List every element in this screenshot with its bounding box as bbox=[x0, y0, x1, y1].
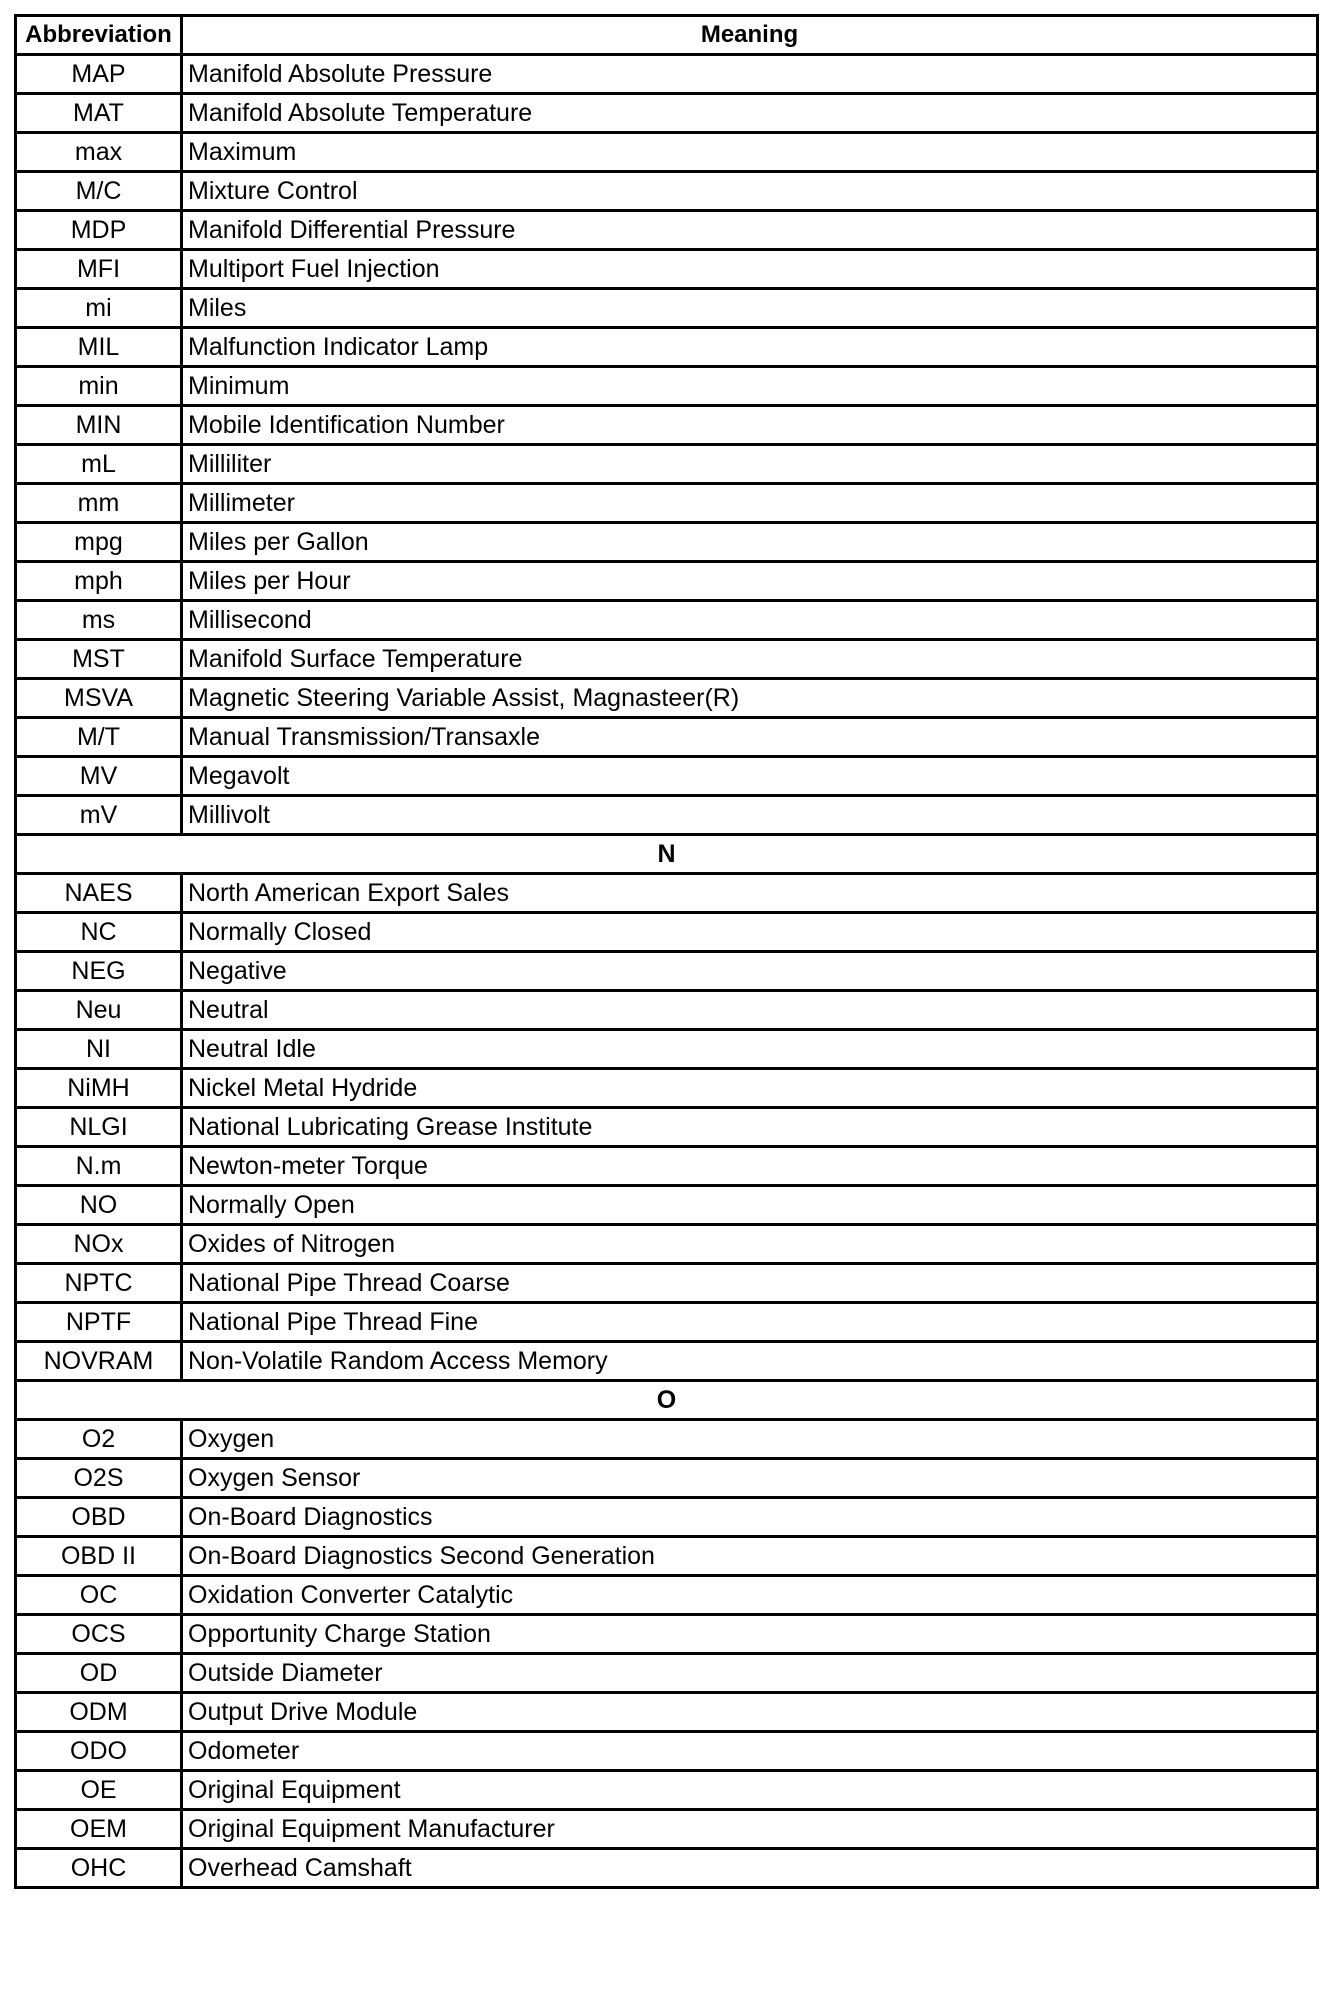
table-row bbox=[16, 1303, 1318, 1342]
abbreviation-cell: OEM bbox=[16, 1810, 182, 1849]
meaning-cell: Manifold Absolute Temperature bbox=[182, 94, 1318, 133]
meaning-cell: Oxygen Sensor bbox=[182, 1459, 1318, 1498]
abbreviation-cell: MST bbox=[16, 640, 182, 679]
abbreviation-cell: NLGI bbox=[16, 1108, 182, 1147]
meaning-cell: National Lubricating Grease Institute bbox=[182, 1108, 1318, 1147]
abbreviation-cell: NAES bbox=[16, 874, 182, 913]
table-row bbox=[16, 874, 1318, 913]
abbreviation-cell: MDP bbox=[16, 211, 182, 250]
section-letter: N bbox=[16, 835, 1318, 874]
meaning-cell: Odometer bbox=[182, 1732, 1318, 1771]
table-row bbox=[16, 55, 1318, 94]
table-row bbox=[16, 562, 1318, 601]
meaning-cell: Output Drive Module bbox=[182, 1693, 1318, 1732]
abbreviation-cell: MAP bbox=[16, 55, 182, 94]
table-row bbox=[16, 250, 1318, 289]
table-row bbox=[16, 1108, 1318, 1147]
table-row bbox=[16, 1810, 1318, 1849]
meaning-cell: National Pipe Thread Coarse bbox=[182, 1264, 1318, 1303]
table-row bbox=[16, 1615, 1318, 1654]
abbreviation-cell: OBD bbox=[16, 1498, 182, 1537]
abbreviation-cell: O2S bbox=[16, 1459, 182, 1498]
meaning-cell: Normally Closed bbox=[182, 913, 1318, 952]
table-row bbox=[16, 718, 1318, 757]
table-row bbox=[16, 406, 1318, 445]
table-row bbox=[16, 913, 1318, 952]
section-letter: O bbox=[16, 1381, 1318, 1420]
meaning-cell: Non-Volatile Random Access Memory bbox=[182, 1342, 1318, 1381]
meaning-cell: Neutral bbox=[182, 991, 1318, 1030]
table-row bbox=[16, 1771, 1318, 1810]
meaning-cell: Minimum bbox=[182, 367, 1318, 406]
table-row bbox=[16, 1342, 1318, 1381]
table-row bbox=[16, 1732, 1318, 1771]
abbreviation-cell: M/T bbox=[16, 718, 182, 757]
meaning-column-header: Meaning bbox=[182, 16, 1318, 55]
meaning-cell: Mobile Identification Number bbox=[182, 406, 1318, 445]
meaning-cell: Mixture Control bbox=[182, 172, 1318, 211]
table-row bbox=[16, 1225, 1318, 1264]
meaning-cell: Millimeter bbox=[182, 484, 1318, 523]
abbreviation-cell: mL bbox=[16, 445, 182, 484]
meaning-cell: On-Board Diagnostics bbox=[182, 1498, 1318, 1537]
meaning-cell: Miles per Hour bbox=[182, 562, 1318, 601]
table-row bbox=[16, 367, 1318, 406]
meaning-cell: Maximum bbox=[182, 133, 1318, 172]
meaning-cell: Oxygen bbox=[182, 1420, 1318, 1459]
table-row bbox=[16, 1576, 1318, 1615]
abbreviation-cell: mi bbox=[16, 289, 182, 328]
meaning-cell: Millivolt bbox=[182, 796, 1318, 835]
abbreviation-cell: max bbox=[16, 133, 182, 172]
table-row bbox=[16, 1264, 1318, 1303]
meaning-cell: Newton-meter Torque bbox=[182, 1147, 1318, 1186]
table-row bbox=[16, 289, 1318, 328]
abbreviation-cell: O2 bbox=[16, 1420, 182, 1459]
abbreviation-column-header: Abbreviation bbox=[16, 16, 182, 55]
table-row bbox=[16, 1069, 1318, 1108]
meaning-cell: Opportunity Charge Station bbox=[182, 1615, 1318, 1654]
table-row bbox=[16, 1420, 1318, 1459]
abbreviation-cell: MAT bbox=[16, 94, 182, 133]
abbreviation-cell: NPTC bbox=[16, 1264, 182, 1303]
table-row bbox=[16, 601, 1318, 640]
meaning-cell: Magnetic Steering Variable Assist, Magnasteer(R) bbox=[182, 679, 1318, 718]
meaning-cell: Manifold Surface Temperature bbox=[182, 640, 1318, 679]
abbreviation-cell: OHC bbox=[16, 1849, 182, 1888]
table-row bbox=[16, 133, 1318, 172]
abbreviation-cell: MV bbox=[16, 757, 182, 796]
table-body bbox=[16, 55, 1318, 1888]
section-header-row bbox=[16, 835, 1318, 874]
table-row bbox=[16, 1147, 1318, 1186]
abbreviation-cell: NPTF bbox=[16, 1303, 182, 1342]
abbreviation-cell: OC bbox=[16, 1576, 182, 1615]
table-row bbox=[16, 679, 1318, 718]
table-row bbox=[16, 1498, 1318, 1537]
table-row bbox=[16, 796, 1318, 835]
table-row bbox=[16, 172, 1318, 211]
meaning-cell: Nickel Metal Hydride bbox=[182, 1069, 1318, 1108]
meaning-cell: Oxides of Nitrogen bbox=[182, 1225, 1318, 1264]
table-row bbox=[16, 1537, 1318, 1576]
meaning-cell: Negative bbox=[182, 952, 1318, 991]
table-row bbox=[16, 1849, 1318, 1888]
meaning-cell: Outside Diameter bbox=[182, 1654, 1318, 1693]
meaning-cell: Megavolt bbox=[182, 757, 1318, 796]
meaning-cell: Overhead Camshaft bbox=[182, 1849, 1318, 1888]
table-row bbox=[16, 445, 1318, 484]
meaning-cell: Multiport Fuel Injection bbox=[182, 250, 1318, 289]
abbreviation-cell: min bbox=[16, 367, 182, 406]
meaning-cell: Neutral Idle bbox=[182, 1030, 1318, 1069]
meaning-cell: Original Equipment Manufacturer bbox=[182, 1810, 1318, 1849]
meaning-cell: North American Export Sales bbox=[182, 874, 1318, 913]
abbreviation-cell: mV bbox=[16, 796, 182, 835]
table-row bbox=[16, 1030, 1318, 1069]
abbreviation-cell: mph bbox=[16, 562, 182, 601]
abbreviation-cell: M/C bbox=[16, 172, 182, 211]
abbreviation-cell: ODO bbox=[16, 1732, 182, 1771]
meaning-cell: National Pipe Thread Fine bbox=[182, 1303, 1318, 1342]
abbreviation-table bbox=[14, 14, 1319, 1889]
meaning-cell: Oxidation Converter Catalytic bbox=[182, 1576, 1318, 1615]
meaning-cell: Original Equipment bbox=[182, 1771, 1318, 1810]
abbreviation-cell: MFI bbox=[16, 250, 182, 289]
meaning-cell: Milliliter bbox=[182, 445, 1318, 484]
table-row bbox=[16, 211, 1318, 250]
abbreviation-cell: MIL bbox=[16, 328, 182, 367]
abbreviation-cell: OBD II bbox=[16, 1537, 182, 1576]
section-header-row bbox=[16, 1381, 1318, 1420]
abbreviation-cell: mm bbox=[16, 484, 182, 523]
abbreviation-cell: N.m bbox=[16, 1147, 182, 1186]
meaning-cell: Miles per Gallon bbox=[182, 523, 1318, 562]
table-row bbox=[16, 1186, 1318, 1225]
table-row bbox=[16, 952, 1318, 991]
meaning-cell: Manual Transmission/Transaxle bbox=[182, 718, 1318, 757]
table-row bbox=[16, 991, 1318, 1030]
abbreviation-cell: NI bbox=[16, 1030, 182, 1069]
abbreviation-cell: ms bbox=[16, 601, 182, 640]
meaning-cell: Manifold Differential Pressure bbox=[182, 211, 1318, 250]
table-header-row bbox=[16, 16, 1318, 55]
abbreviation-cell: OD bbox=[16, 1654, 182, 1693]
meaning-cell: Normally Open bbox=[182, 1186, 1318, 1225]
abbreviation-cell: NOVRAM bbox=[16, 1342, 182, 1381]
table-row bbox=[16, 1654, 1318, 1693]
meaning-cell: Malfunction Indicator Lamp bbox=[182, 328, 1318, 367]
meaning-cell: Manifold Absolute Pressure bbox=[182, 55, 1318, 94]
table-row bbox=[16, 757, 1318, 796]
meaning-cell: Millisecond bbox=[182, 601, 1318, 640]
abbreviation-cell: NOx bbox=[16, 1225, 182, 1264]
table-row bbox=[16, 640, 1318, 679]
table-row bbox=[16, 523, 1318, 562]
abbreviation-cell: NEG bbox=[16, 952, 182, 991]
abbreviation-cell: NC bbox=[16, 913, 182, 952]
table-row bbox=[16, 328, 1318, 367]
abbreviation-cell: NO bbox=[16, 1186, 182, 1225]
abbreviation-cell: Neu bbox=[16, 991, 182, 1030]
abbreviation-cell: MIN bbox=[16, 406, 182, 445]
meaning-cell: On-Board Diagnostics Second Generation bbox=[182, 1537, 1318, 1576]
table-row bbox=[16, 1693, 1318, 1732]
abbreviation-cell: MSVA bbox=[16, 679, 182, 718]
abbreviation-cell: NiMH bbox=[16, 1069, 182, 1108]
table-row bbox=[16, 1459, 1318, 1498]
meaning-cell: Miles bbox=[182, 289, 1318, 328]
abbreviation-cell: OCS bbox=[16, 1615, 182, 1654]
abbreviation-cell: OE bbox=[16, 1771, 182, 1810]
abbreviation-cell: mpg bbox=[16, 523, 182, 562]
abbreviation-cell: ODM bbox=[16, 1693, 182, 1732]
table-row bbox=[16, 484, 1318, 523]
table-row bbox=[16, 94, 1318, 133]
